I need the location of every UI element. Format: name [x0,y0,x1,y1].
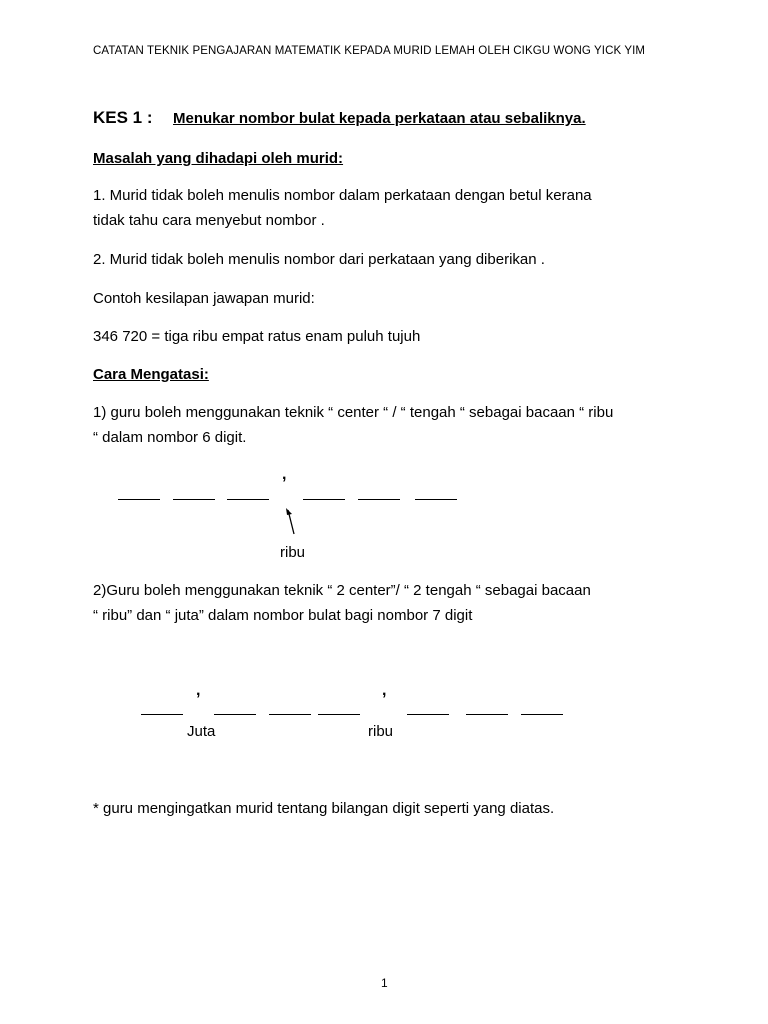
step-2-line-2: “ ribu” dan “ juta” dalam nombor bulat bagi nombor 7 digit [93,607,473,624]
juta-label: Juta [187,723,216,740]
example-text: 346 720 = tiga ribu empat ratus enam puluh tujuh [93,328,421,345]
digit-blank [358,499,400,500]
step-1-line-2: “ dalam nombor 6 digit. [93,429,247,446]
digit-blank [118,499,160,500]
digit-blank [415,499,457,500]
digit-blank [407,714,449,715]
thousands-separator: , [382,682,387,699]
problem-2: 2. Murid tidak boleh menulis nombor dari perkataan yang diberikan . [93,251,545,268]
digit-blank [269,714,311,715]
running-header: CATATAN TEKNIK PENGAJARAN MATEMATIK KEPADA MURID LEMAH OLEH CIKGU WONG YICK YIM [93,45,646,57]
page-number: 1 [381,976,388,990]
solution-heading: Cara Mengatasi: [93,366,209,383]
ribu-label: ribu [368,723,394,740]
digit-blank [173,499,215,500]
step-1-line-1: 1) guru boleh menggunakan teknik “ center “ / “ tengah “ sebagai bacaan “ ribu [93,404,614,421]
case-title: Menukar nombor bulat kepada perkataan atau sebaliknya. [173,110,586,127]
digit-blank [141,714,183,715]
case-label: KES 1 : [93,108,153,127]
digit-blank [227,499,269,500]
digit-blank [303,499,345,500]
example-label: Contoh kesilapan jawapan murid: [93,290,315,307]
digit-blank [318,714,360,715]
digit-blank [214,714,256,715]
problem-1-line-1: 1. Murid tidak boleh menulis nombor dalam perkataan dengan betul kerana [93,187,592,204]
problem-1-line-2: tidak tahu cara menyebut nombor . [93,212,325,229]
ribu-label: ribu [280,544,306,561]
pointer-arrow-icon [284,506,298,536]
digit-blank [466,714,508,715]
thousands-separator: , [282,466,287,483]
problems-heading: Masalah yang dihadapi oleh murid: [93,150,344,167]
teacher-note: * guru mengingatkan murid tentang bilangan digit seperti yang diatas. [93,800,555,817]
digit-blank [521,714,563,715]
million-separator: , [196,682,201,699]
step-2-line-1: 2)Guru boleh menggunakan teknik “ 2 center”/ “ 2 tengah “ sebagai bacaan [93,582,591,599]
